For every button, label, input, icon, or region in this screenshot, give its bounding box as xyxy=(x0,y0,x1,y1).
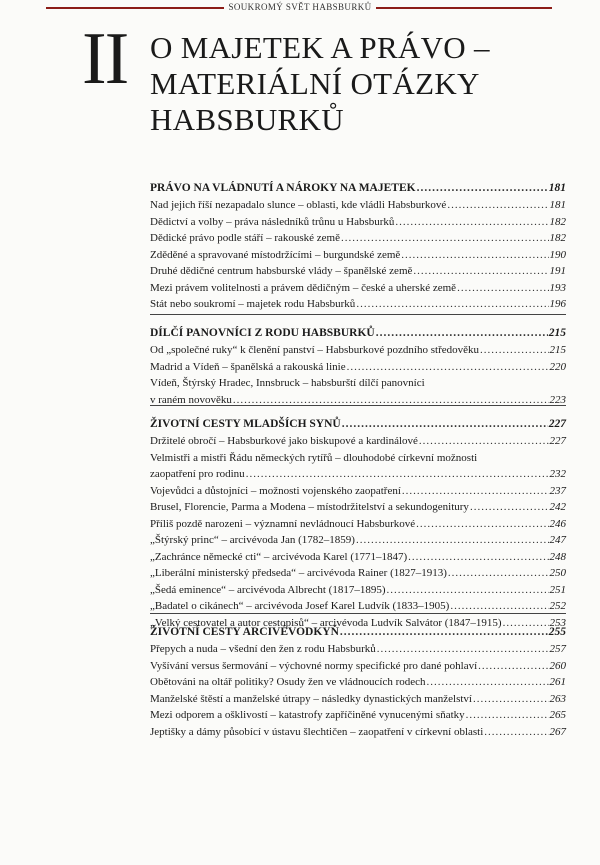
toc-entry[interactable] xyxy=(150,375,566,408)
entry-page: 248 xyxy=(549,550,566,563)
entry-page: 182 xyxy=(549,215,566,228)
section-title: DÍLČÍ PANOVNÍCI Z RODU HABSBURKŮ xyxy=(150,327,375,339)
toc-entry[interactable] xyxy=(150,280,566,297)
entry-title: „Štýrský princ“ – arcivévoda Jan (1782–1859) xyxy=(150,534,355,546)
section-heading[interactable] xyxy=(150,180,566,197)
entry-page: 267 xyxy=(549,725,566,738)
dot-leader xyxy=(466,707,549,724)
dot-leader xyxy=(342,416,548,433)
header-rule-left xyxy=(46,7,224,9)
entry-title: Držitelé obročí – Habsburkové jako biskupové a kardinálové xyxy=(150,435,418,447)
entry-page: 191 xyxy=(549,265,566,277)
toc-entry[interactable] xyxy=(150,296,566,313)
dot-leader xyxy=(356,296,548,313)
entry-page: 232 xyxy=(549,468,566,480)
toc-entry[interactable] xyxy=(150,641,566,658)
toc-entry[interactable] xyxy=(150,549,566,566)
chapter-title-line: HABSBURKŮ xyxy=(150,102,344,137)
dot-leader xyxy=(470,499,549,516)
entry-title: Od „společné ruky“ k členění panství – Habsburkové pozdního středověku xyxy=(150,344,479,356)
dot-leader xyxy=(448,565,549,582)
entry-title: Příliš pozdě narozeni – významní nevládnoucí Habsburkové xyxy=(150,517,416,530)
toc-entry[interactable] xyxy=(150,691,566,708)
section-heading[interactable] xyxy=(150,624,566,641)
dot-leader xyxy=(347,359,549,376)
entry-title: Stát nebo soukromí – majetek rodu Habsburků xyxy=(150,298,356,310)
entry-page: 265 xyxy=(549,709,566,721)
entry-page: 257 xyxy=(549,643,566,655)
toc-entry[interactable] xyxy=(150,433,566,450)
entry-page: 250 xyxy=(549,567,566,579)
entry-title: „Šedá eminence“ – arcivévoda Albrecht (1817–1895) xyxy=(150,583,386,596)
entry-title: Mezi právem volitelnosti a právem dědičným – české a uherské země xyxy=(150,281,457,294)
entry-title: Obětováni na oltář politiky? Osudy žen ve vládnoucích rodech xyxy=(150,676,426,688)
section-divider xyxy=(150,405,566,406)
toc-entry[interactable] xyxy=(150,565,566,582)
entry-title: Zděděné a spravované místodržícími – burgundské země xyxy=(150,248,401,261)
entry-page: 190 xyxy=(549,248,566,261)
entry-title: Brusel, Florencie, Parma a Modena – místodržitelství a sekundogenitury xyxy=(150,501,469,513)
running-header xyxy=(0,0,600,16)
dot-leader xyxy=(356,532,549,549)
dot-leader xyxy=(473,691,549,708)
entry-page: 193 xyxy=(549,281,566,294)
entry-title-line: Vídeň, Štýrský Hradec, Innsbruck – habsburští dílčí panovníci xyxy=(150,377,425,389)
entry-page: 181 xyxy=(549,199,566,211)
entry-page: 182 xyxy=(549,232,566,244)
entry-title: Jeptišky a dámy působící v ústavu šlechtičen – zaopatření v církevní oblasti xyxy=(150,725,484,738)
entry-title: „Zachránce německé cti“ – arcivévoda Karel (1771–1847) xyxy=(150,550,408,563)
entry-title: Manželské štěstí a manželské útrapy – následky dynastických manželství xyxy=(150,692,472,705)
dot-leader xyxy=(377,641,549,658)
toc-entry[interactable] xyxy=(150,197,566,214)
section-title: ŽIVOTNÍ CESTY MLADŠÍCH SYNŮ xyxy=(150,418,341,430)
dot-leader xyxy=(413,263,548,280)
entry-title: Druhé dědičné centrum habsburské vlády – španělské země xyxy=(150,265,413,277)
section-heading[interactable] xyxy=(150,325,566,342)
dot-leader xyxy=(408,549,548,566)
toc-entry[interactable] xyxy=(150,532,566,549)
entry-title: Nad jejich říší nezapadalo slunce – oblasti, kde vládli Habsburkové xyxy=(150,199,447,211)
toc-entry[interactable] xyxy=(150,359,566,376)
dot-leader xyxy=(457,280,548,297)
dot-leader xyxy=(417,180,548,197)
dot-leader xyxy=(246,466,549,483)
entry-page: 252 xyxy=(549,600,566,612)
section-page: 215 xyxy=(548,327,566,339)
dot-leader xyxy=(376,325,548,342)
entry-page: 223 xyxy=(549,393,566,406)
entry-page: 253 xyxy=(549,616,566,629)
entry-title-line: zaopatření pro rodinu xyxy=(150,468,245,480)
toc-entry[interactable] xyxy=(150,516,566,533)
dot-leader xyxy=(484,724,548,741)
toc-entry[interactable] xyxy=(150,214,566,231)
entry-title-line: Velmistři a mistři Řádu německých rytířů – dlouhodobé církevní možnosti xyxy=(150,451,478,464)
dot-leader xyxy=(419,433,549,450)
section-page: 255 xyxy=(548,626,566,638)
entry-title-line: v raném novověku xyxy=(150,393,232,406)
dot-leader xyxy=(416,516,548,533)
section-title: ŽIVOTNÍ CESTY ARCIVÉVODKYŇ xyxy=(150,626,339,638)
entry-page: 263 xyxy=(549,692,566,705)
entry-page: 196 xyxy=(549,298,566,310)
entry-page: 261 xyxy=(549,676,566,688)
entry-title: Vyšívání versus šermování – výchovné normy specifické pro dané pohlaví xyxy=(150,659,478,672)
toc-section xyxy=(150,405,566,631)
toc-entry[interactable] xyxy=(150,724,566,741)
toc-entry[interactable] xyxy=(150,582,566,599)
toc-entry[interactable] xyxy=(150,499,566,516)
dot-leader xyxy=(341,230,549,247)
chapter-number: II xyxy=(82,18,128,100)
toc-entry[interactable] xyxy=(150,707,566,724)
chapter-title-line: O MAJETEK A PRÁVO – xyxy=(150,30,490,65)
entry-title: Přepych a nuda – všední den žen z rodu Habsburků xyxy=(150,643,376,655)
toc-section xyxy=(150,180,566,313)
section-divider xyxy=(150,613,566,614)
dot-leader xyxy=(478,658,548,675)
entry-page: 247 xyxy=(549,534,566,546)
entry-title: „Liberální ministerský předseda“ – arcivévoda Rainer (1827–1913) xyxy=(150,567,447,579)
dot-leader xyxy=(340,624,548,641)
entry-page: 227 xyxy=(549,435,566,447)
section-title: PRÁVO NA VLÁDNUTÍ A NÁROKY NA MAJETEK xyxy=(150,182,416,194)
dot-leader xyxy=(480,342,549,359)
dot-leader xyxy=(447,197,548,214)
toc-entry[interactable] xyxy=(150,450,566,483)
entry-page: 220 xyxy=(549,360,566,373)
entry-title: „Badatel o cikánech“ – arcivévoda Josef Karel Ludvík (1833–1905) xyxy=(150,600,450,612)
section-divider xyxy=(150,314,566,315)
toc-entry[interactable] xyxy=(150,247,566,264)
toc-entry[interactable] xyxy=(150,263,566,280)
toc-section xyxy=(150,314,566,408)
entry-title: Vojevůdci a důstojníci – možnosti vojenského zaopatření xyxy=(150,484,401,497)
entry-page: 215 xyxy=(549,344,566,356)
chapter-title xyxy=(150,30,570,138)
header-rule-right xyxy=(376,7,552,9)
dot-leader xyxy=(427,674,549,691)
toc-entry[interactable] xyxy=(150,483,566,500)
entry-title: Dědictví a volby – práva následníků trůnu u Habsburků xyxy=(150,215,395,228)
toc-section xyxy=(150,613,566,740)
dot-leader xyxy=(387,582,549,599)
section-heading[interactable] xyxy=(150,416,566,433)
toc-entry[interactable] xyxy=(150,674,566,691)
entry-title: „Velký cestovatel a autor cestopisů“ – arcivévoda Ludvík Salvátor (1847–1915) xyxy=(150,616,502,629)
entry-page: 260 xyxy=(549,659,566,672)
entry-page: 251 xyxy=(549,583,566,596)
entry-page: 237 xyxy=(549,484,566,497)
entry-page: 242 xyxy=(549,501,566,513)
toc-entry[interactable] xyxy=(150,230,566,247)
chapter-title-line: MATERIÁLNÍ OTÁZKY xyxy=(150,66,480,101)
entry-page: 246 xyxy=(549,517,566,530)
dot-leader xyxy=(401,247,548,264)
entry-title: Madrid a Vídeň – španělská a rakouská linie xyxy=(150,360,346,373)
entry-title: Mezi odporem a ošklivostí – katastrofy zapříčiněné vynucenými sňatky xyxy=(150,709,465,721)
toc-entry[interactable] xyxy=(150,342,566,359)
toc-entry[interactable] xyxy=(150,658,566,675)
section-page: 181 xyxy=(548,182,566,194)
section-page: 227 xyxy=(548,418,566,430)
entry-title: Dědické právo podle stáří – rakouské země xyxy=(150,232,340,244)
running-title: SOUKROMÝ SVĚT HABSBURKŮ xyxy=(228,2,372,12)
dot-leader xyxy=(402,483,549,500)
dot-leader xyxy=(395,214,548,231)
